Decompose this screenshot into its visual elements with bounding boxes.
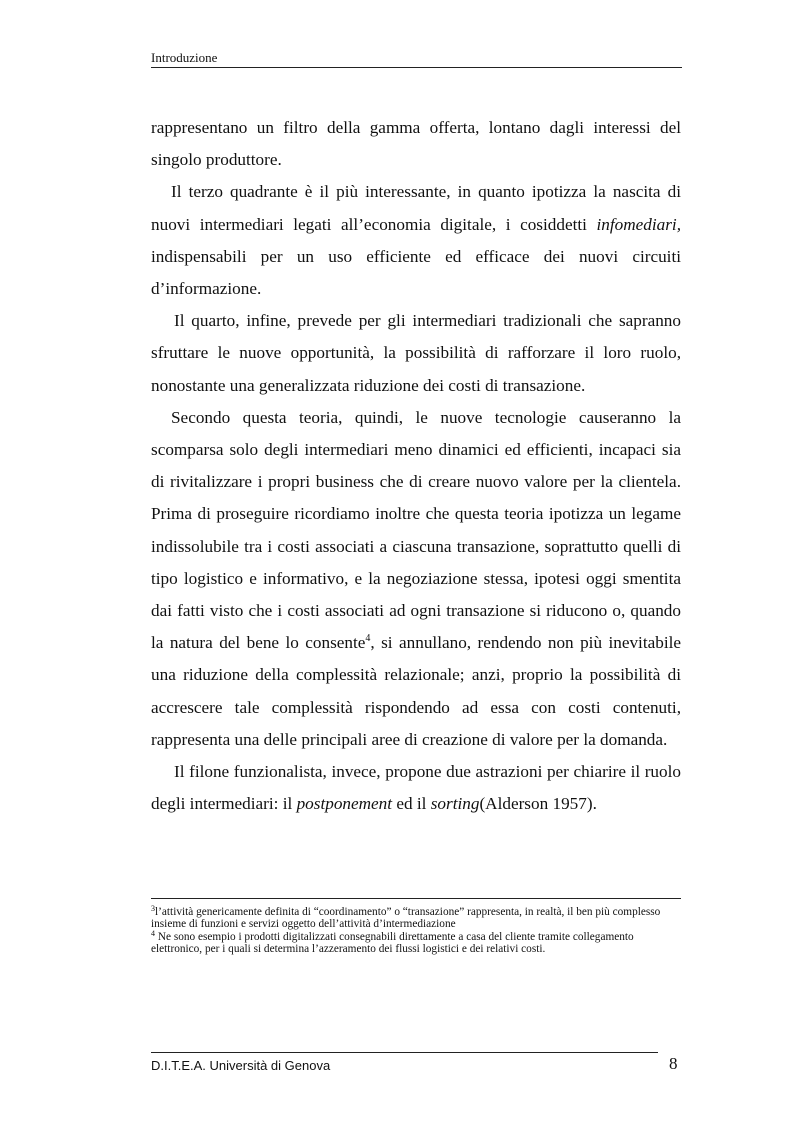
footnote-4-mark: 4 — [151, 928, 155, 938]
footnotes — [151, 906, 681, 956]
footnote-3-text: l’attività genericamente definita di “coordinamento” o “transazione” rappresenta, in realtà, il ben più complesso insieme di funzioni e servizi oggetto dell’attività d’intermediazione — [151, 906, 661, 931]
footnote-3-mark: 3 — [151, 904, 155, 913]
footnote-ref-4[interactable]: 4 — [365, 633, 371, 645]
paragraph-2 — [151, 176, 681, 305]
footnote-4 — [151, 928, 681, 956]
paragraph-2-emphasis: infomediari, — [596, 214, 681, 234]
paragraph-5-text-c: (Alderson 1957). — [479, 794, 597, 814]
paragraph-5-emphasis-1: postponement — [296, 794, 393, 814]
paragraph-5 — [151, 756, 681, 820]
body-text — [151, 112, 681, 820]
paragraph-5-text-b: ed il — [392, 794, 431, 814]
footer-institution: D.I.T.E.A. Università di Genova — [151, 1058, 331, 1073]
paragraph-5-text-a: Il filone funzionalista, invece, propone due astrazioni per chiarire il ruolo degli intermediari: il — [151, 762, 681, 814]
paragraph-2-text-a: Il terzo quadrante è il più interessante, in quanto ipotizza la nascita di nuovi intermediari legati all’economia digitale, i cosiddetti — [151, 182, 681, 234]
paragraph-3: Il quarto, infine, prevede per gli intermediari tradizionali che sapranno sfruttare le nuove opportunità, la possibilità di rafforzare il loro ruolo, nonostante una generalizzata riduzione dei costi di transazione. — [151, 311, 681, 395]
footnote-4-text: Ne sono esempio i prodotti digitalizzati consegnabili direttamente a casa del cliente tramite collegamento elettronico, per i quali si determina l’azzeramento dei flussi logistici e dei relativi costi. — [151, 930, 634, 956]
footer-rule — [151, 1052, 658, 1053]
paragraph-1: rappresentano un filtro della gamma offerta, lontano dagli interessi del singolo produttore. — [151, 118, 681, 170]
page-number: 8 — [669, 1054, 678, 1073]
header-rule — [151, 67, 682, 68]
paragraph-2-text-b: indispensabili per un uso efficiente ed efficace dei nuovi circuiti d’informazione. — [151, 246, 681, 299]
running-header: Introduzione — [151, 50, 218, 65]
paragraph-4 — [151, 402, 681, 756]
paragraph-5-emphasis-2: sorting — [430, 794, 480, 814]
footnote-rule — [151, 898, 681, 899]
footnote-3 — [151, 906, 681, 931]
paragraph-4-text-a: Secondo questa teoria, quindi, le nuove tecnologie causeranno la scomparsa solo degli intermediari meno dinamici ed efficienti, incapaci sia di rivitalizzare i propri business che di creare nuovo valore per la clientela. Prima di proseguire ricordiamo inoltre che questa teoria ipotizza un legame indissolubile tra i costi associati a ciascuna transazione, soprattutto quelli di tipo logistico e informativo, e la negoziazione stessa, ipotesi oggi smentita dai fatti visto che i costi associati ad ogni transazione si riducono o, quando la natura del bene lo consente — [151, 407, 681, 653]
paragraph-4-text-b: , si annullano, rendendo non più inevitabile una riduzione della complessità relazionale; anzi, proprio la possibilità di accrescere tale complessità rispondendo ad essa con costi contenuti, rappresenta una delle principali aree di creazione di valore per la domanda. — [151, 633, 682, 749]
